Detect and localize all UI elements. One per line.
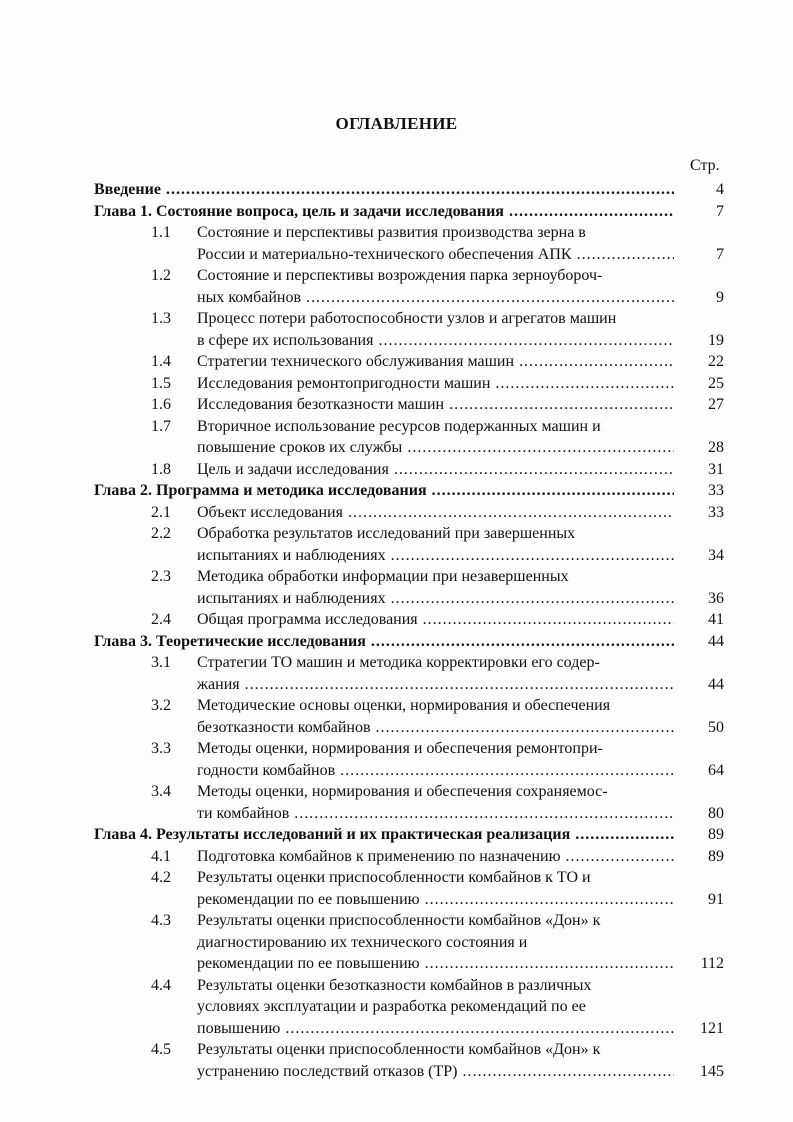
entry-title-line: Исследования безотказности машин — [197, 396, 445, 413]
entry-title-line: жания — [197, 675, 240, 693]
entry-title-line: условиях эксплуатации и разработка рекомендаций по ее — [197, 998, 586, 1015]
dot-leader — [245, 674, 674, 696]
dot-leader — [166, 179, 674, 201]
toc-section-entry — [94, 566, 724, 609]
dot-leader — [285, 1018, 674, 1040]
entry-title-line: в сфере их использования — [197, 331, 374, 349]
page-number: 50 — [708, 718, 724, 736]
section-number: 2.3 — [151, 568, 171, 585]
section-number: 1.6 — [151, 396, 171, 413]
entry-title-line: Глава 1. Состояние вопроса, цель и задачи исследования — [94, 202, 504, 220]
section-number: 3.1 — [151, 654, 171, 671]
section-number: 4.2 — [151, 869, 171, 886]
dot-leader — [463, 1061, 674, 1083]
dot-leader — [577, 244, 674, 266]
dot-leader — [519, 351, 674, 373]
entry-title-line: Результаты оценки приспособленности комбайнов «Дон» к — [197, 912, 601, 929]
entry-title-line: Методика обработки информации при незавершенных — [197, 568, 569, 585]
section-number: 1.7 — [151, 417, 171, 435]
toc-chapter-entry — [94, 179, 724, 201]
toc-section-entry — [94, 265, 724, 308]
page-number: 64 — [708, 761, 724, 779]
page-number: 41 — [708, 611, 724, 628]
entry-title-line: Объект исследования — [197, 503, 343, 521]
dot-leader — [566, 846, 674, 868]
dot-leader — [376, 717, 674, 739]
entry-title-line: Стратегии технического обслуживания машин — [197, 353, 515, 370]
dot-leader — [575, 824, 674, 846]
entry-title-line: Исследования ремонтопригодности машин — [197, 374, 491, 392]
dot-leader — [495, 373, 674, 395]
page-number: 91 — [708, 890, 724, 908]
entry-title-line: рекомендации по ее повышению — [197, 955, 420, 972]
toc-chapter-entry — [94, 631, 724, 653]
section-number: 4.4 — [151, 976, 171, 994]
entry-title-line: Введение — [94, 181, 161, 198]
entry-title-line: Подготовка комбайнов к применению по назначению — [197, 847, 561, 865]
section-number: 1.5 — [151, 374, 171, 392]
entry-title-line: повышение сроков их службы — [197, 439, 403, 456]
entry-title-line: испытаниях и наблюдениях — [197, 589, 386, 607]
entry-title-line: Обработка результатов исследований при завершенных — [197, 525, 576, 542]
section-number: 1.1 — [151, 224, 171, 241]
dot-leader — [509, 201, 674, 223]
dot-leader — [340, 760, 674, 782]
page-column-label: Стр. — [690, 157, 720, 174]
entry-title-line: Результаты оценки приспособленности комбайнов к ТО и — [197, 869, 591, 886]
section-number: 1.3 — [151, 310, 171, 327]
page-number: 22 — [708, 353, 724, 370]
dot-leader — [423, 609, 674, 631]
entry-title-line: Методы оценки, нормирования и обеспечения сохраняемос- — [197, 783, 608, 800]
dot-leader — [348, 502, 674, 524]
dot-leader — [294, 803, 674, 825]
section-number: 1.2 — [151, 267, 171, 284]
page-number: 121 — [700, 1019, 724, 1037]
toc-chapter-entry — [94, 201, 724, 223]
toc-section-entry — [94, 738, 724, 781]
entry-title-line: безотказности комбайнов — [197, 718, 371, 736]
entry-title-line: Стратегии ТО машин и методика корректировки его содер- — [197, 654, 600, 671]
entry-title-line: рекомендации по ее повышению — [197, 890, 420, 908]
entry-title-line: Результаты оценки приспособленности комбайнов «Дон» к — [197, 1041, 601, 1058]
entry-title-line: повышению — [197, 1019, 281, 1037]
entry-title-line: Общая программа исследования — [197, 611, 418, 628]
toc-section-entry — [94, 910, 724, 975]
toc-section-entry — [94, 351, 724, 373]
dot-leader — [425, 889, 674, 911]
toc-section-entry — [94, 308, 724, 351]
entry-title-line: Глава 4. Результаты исследований и их практическая реализация — [94, 826, 571, 843]
page-number: 31 — [708, 460, 724, 478]
page-number: 33 — [708, 482, 724, 499]
page-number: 34 — [708, 546, 724, 564]
page-number: 19 — [708, 331, 724, 349]
toc-section-entry — [94, 394, 724, 416]
page-title: ОГЛАВЛЕНИЕ — [335, 114, 458, 133]
section-number: 2.2 — [151, 525, 171, 542]
section-number: 4.3 — [151, 912, 171, 929]
toc-section-entry — [94, 459, 724, 481]
toc-section-entry — [94, 609, 724, 631]
entry-title-line: Результаты оценки безотказности комбайнов в различных — [197, 976, 592, 994]
section-number: 1.4 — [151, 353, 171, 370]
page-number: 9 — [716, 288, 724, 306]
page-number: 27 — [708, 396, 724, 413]
entry-title-line: России и материально-технического обеспечения АПК — [197, 245, 572, 263]
dot-leader — [391, 588, 674, 610]
toc-section-entry — [94, 867, 724, 910]
entry-title-line: Вторичное использование ресурсов подержанных машин и — [197, 417, 601, 435]
entry-title-line: Процесс потери работоспособности узлов и агрегатов машин — [197, 310, 617, 327]
page-number: 112 — [700, 955, 724, 972]
entry-title-line: диагностированию их технического состояния и — [197, 933, 528, 951]
dot-leader — [394, 459, 674, 481]
dot-leader — [378, 330, 674, 352]
toc-section-entry — [94, 502, 724, 524]
page-number: 33 — [708, 503, 724, 521]
section-number: 4.5 — [151, 1041, 171, 1058]
toc-chapter-entry — [94, 480, 724, 502]
page-number: 4 — [716, 181, 724, 198]
toc-section-entry — [94, 975, 724, 1040]
table-of-contents — [94, 179, 724, 1082]
entry-title-line: устранению последствий отказов (ТР) — [197, 1062, 458, 1080]
page-number: 7 — [716, 202, 724, 220]
entry-title-line: Глава 2. Программа и методика исследования — [94, 482, 427, 499]
page-number: 36 — [708, 589, 724, 607]
toc-chapter-entry — [94, 824, 724, 846]
section-number: 1.8 — [151, 460, 171, 478]
page-number: 80 — [708, 804, 724, 822]
entry-title-line: Методы оценки, нормирования и обеспечения ремонтопри- — [197, 740, 603, 757]
entry-title-line: Состояние и перспективы развития производства зерна в — [197, 224, 586, 241]
toc-section-entry — [94, 222, 724, 265]
toc-section-entry — [94, 416, 724, 459]
dot-leader — [391, 545, 674, 567]
toc-section-entry — [94, 781, 724, 824]
page-number: 44 — [708, 632, 724, 650]
section-number: 4.1 — [151, 847, 171, 865]
page-number: 28 — [708, 439, 724, 456]
page-number: 7 — [716, 245, 724, 263]
dot-leader — [432, 480, 674, 502]
toc-section-entry — [94, 652, 724, 695]
section-number: 3.3 — [151, 740, 171, 757]
page-number: 89 — [708, 826, 724, 843]
toc-section-entry — [94, 523, 724, 566]
entry-title-line: Методические основы оценки, нормирования и обеспечения — [197, 697, 611, 714]
section-number: 2.4 — [151, 611, 171, 628]
dot-leader — [306, 287, 674, 309]
entry-title-line: ных комбайнов — [197, 288, 302, 306]
section-number: 3.4 — [151, 783, 171, 800]
page-number: 89 — [708, 847, 724, 865]
dot-leader — [371, 631, 674, 653]
toc-section-entry — [94, 846, 724, 868]
section-number: 2.1 — [151, 503, 171, 521]
dot-leader — [425, 953, 674, 975]
entry-title-line: Цель и задачи исследования — [197, 460, 389, 478]
toc-section-entry — [94, 1039, 724, 1082]
page-number: 25 — [708, 374, 724, 392]
entry-title-line: годности комбайнов — [197, 761, 336, 779]
section-number: 3.2 — [151, 697, 171, 714]
dot-leader — [407, 437, 674, 459]
entry-title-line: Глава 3. Теоретические исследования — [94, 632, 366, 650]
entry-title-line: испытаниях и наблюдениях — [197, 546, 386, 564]
page-number: 44 — [708, 675, 724, 693]
entry-title-line: ти комбайнов — [197, 804, 290, 822]
toc-section-entry — [94, 373, 724, 395]
page-number: 145 — [700, 1062, 724, 1080]
entry-title-line: Состояние и перспективы возрождения парка зерноубороч- — [197, 267, 603, 284]
dot-leader — [449, 394, 674, 416]
toc-section-entry — [94, 695, 724, 738]
